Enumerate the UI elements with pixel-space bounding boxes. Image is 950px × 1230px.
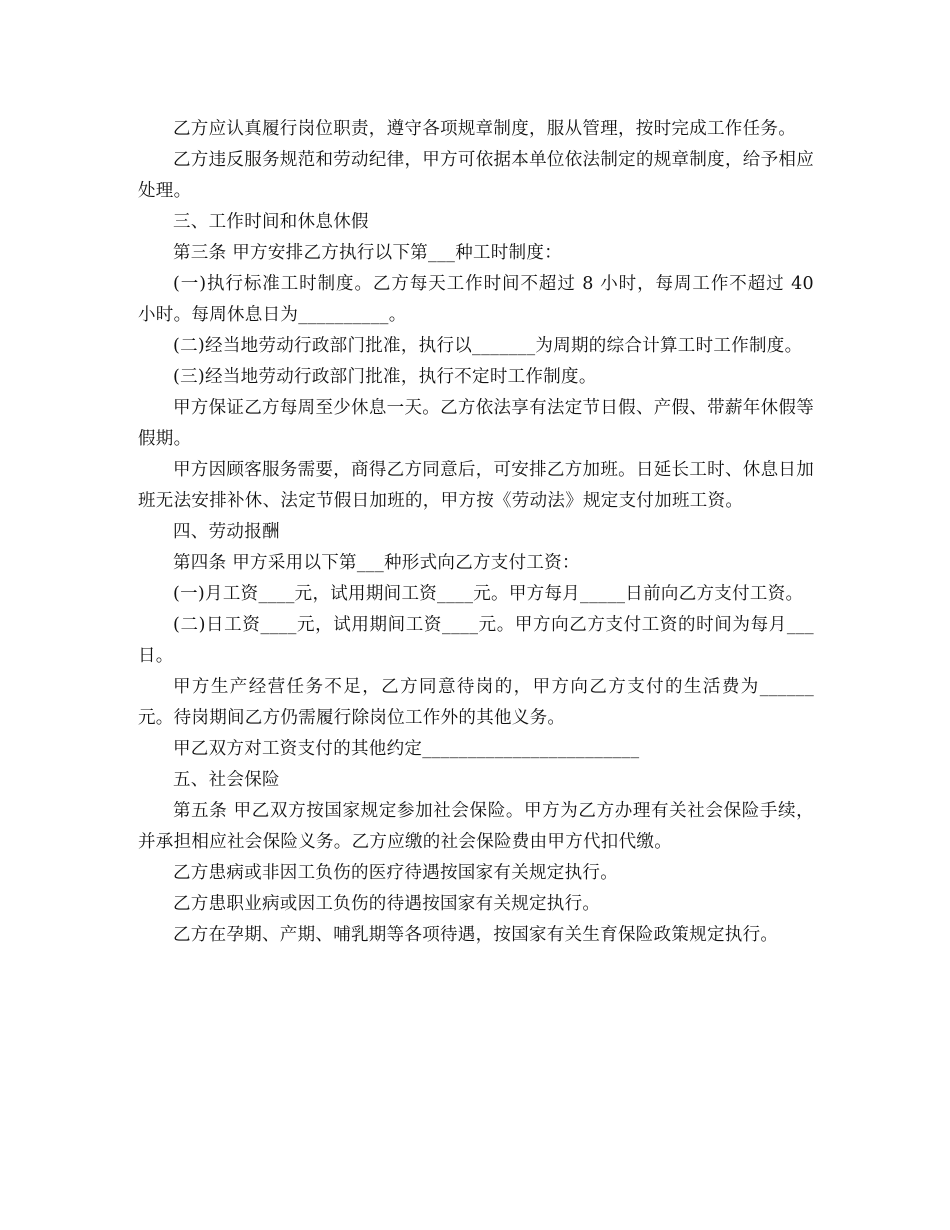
paragraph-work-injury: 乙方患职业病或因工负伤的待遇按国家有关规定执行。 (173, 894, 601, 914)
document-body (138, 114, 814, 951)
paragraph-maternity: 乙方在孕期、产期、哺乳期等各项待遇，按国家有关生育保险政策规定执行。 (173, 925, 779, 945)
clause-daily-wage: (二)日工资____元，试用期间工资____元。甲方向乙方支付工资的时间为每月___日。 (138, 615, 814, 666)
clause-flexible-hours: (三)经当地劳动行政部门批准，执行不定时工作制度。 (173, 367, 597, 387)
paragraph-overtime: 甲方因顾客服务需要，商得乙方同意后，可安排乙方加班。日延长工时、休息日加班无法安排补休、法定节假日加班的，甲方按《劳动法》规定支付加班工资。 (138, 460, 814, 511)
clause-monthly-wage: (一)月工资____元，试用期间工资____元。甲方每月_____日前向乙方支付工资。 (173, 584, 804, 604)
clause-comprehensive-hours: (二)经当地劳动行政部门批准，执行以_______为周期的综合计算工时工作制度。 (173, 336, 803, 356)
section-heading-working-hours: 三、工作时间和休息休假 (173, 212, 369, 232)
paragraph-medical-treatment: 乙方患病或非因工负伤的医疗待遇按国家有关规定执行。 (173, 863, 618, 883)
article-3: 第三条 甲方安排乙方执行以下第___种工时制度： (173, 243, 563, 263)
section-heading-remuneration: 四、劳动报酬 (173, 522, 280, 542)
paragraph-other-wage-terms: 甲乙双方对工资支付的其他约定________________________ (173, 739, 640, 759)
article-5: 第五条 甲乙双方按国家规定参加社会保险。甲方为乙方办理有关社会保险手续，并承担相应社会保险义务。乙方应缴的社会保险费由甲方代扣代缴。 (138, 801, 814, 852)
article-4: 第四条 甲方采用以下第___种形式向乙方支付工资： (173, 553, 580, 573)
paragraph-duties: 乙方应认真履行岗位职责，遵守各项规章制度，服从管理，按时完成工作任务。 (173, 119, 796, 139)
section-heading-social-insurance: 五、社会保险 (173, 770, 280, 790)
paragraph-standby-allowance: 甲方生产经营任务不足，乙方同意待岗的，甲方向乙方支付的生活费为______元。待岗期间乙方仍需履行除岗位工作外的其他义务。 (138, 677, 814, 728)
paragraph-rest-days: 甲方保证乙方每周至少休息一天。乙方依法享有法定节日假、产假、带薪年休假等假期。 (138, 398, 814, 449)
clause-standard-hours: (一)执行标准工时制度。乙方每天工作时间不超过 8 小时，每周工作不超过 40 小时。每周休息日为__________。 (138, 274, 814, 325)
paragraph-discipline: 乙方违反服务规范和劳动纪律，甲方可依据本单位依法制定的规章制度，给予相应处理。 (138, 150, 814, 201)
